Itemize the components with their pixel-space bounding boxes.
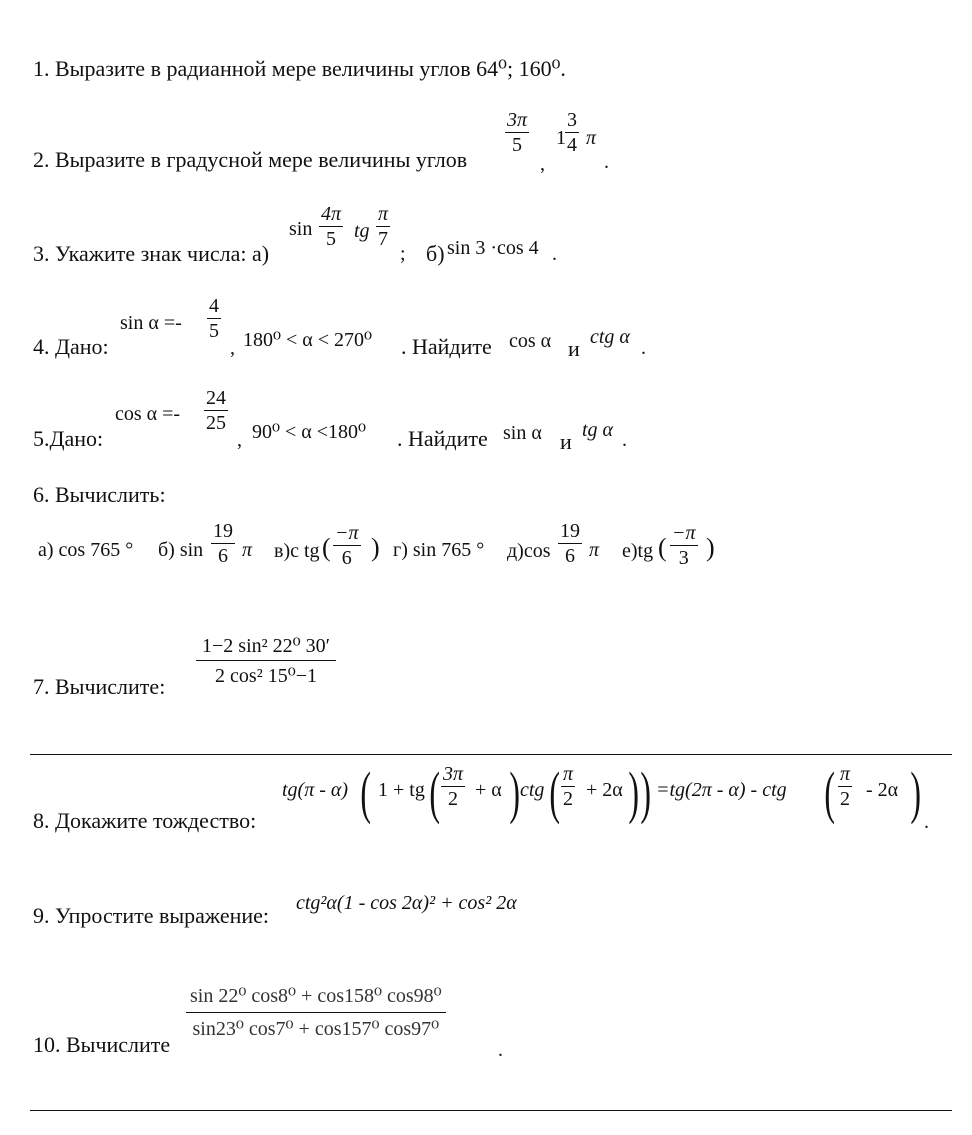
task-8-paren-close-1: ) bbox=[509, 760, 520, 825]
task-3-text: 3. Укажите знак числа: а) bbox=[33, 241, 270, 266]
task-5-fraction: 24 25 bbox=[206, 387, 226, 434]
task-4-comma: , bbox=[230, 337, 235, 359]
task-6-d-fraction: 19 6 bbox=[560, 520, 580, 567]
task-9-label: 9. Упростите выражение: bbox=[33, 903, 270, 928]
task-5-sin: sin α bbox=[503, 422, 542, 444]
task-8-paren-close-2: ) bbox=[628, 760, 639, 825]
task-8-part-2: 1 + tg bbox=[378, 779, 425, 801]
task-2-dot: . bbox=[604, 151, 609, 173]
task-6-v-fraction: −π 6 bbox=[335, 522, 359, 569]
task-8-paren-open-outer: ( bbox=[360, 760, 371, 825]
task-9-expression: ctg²α(1 - cos 2α)² + cos² 2α bbox=[296, 892, 517, 914]
task-4-cos: cos α bbox=[509, 330, 552, 352]
task-8-label: 8. Докажите тождество: bbox=[33, 808, 257, 833]
task-7-label: 7. Вычислите: bbox=[33, 674, 166, 699]
task-6-b-pi: π bbox=[242, 539, 253, 561]
task-3-sin: sin bbox=[289, 218, 313, 240]
task-5-find: . Найдите bbox=[397, 426, 488, 451]
task-6-b-fraction: 19 6 bbox=[213, 520, 233, 567]
task-6-title: 6. Вычислить: bbox=[33, 482, 166, 507]
task-3-fraction-2: π 7 bbox=[378, 203, 389, 250]
task-6-d-label: д)cos bbox=[507, 540, 551, 562]
task-8-paren-open-2: ( bbox=[549, 760, 560, 825]
task-3-b-label: б) bbox=[426, 241, 445, 266]
task-6-e-rparen: ) bbox=[706, 533, 715, 562]
task-3-fraction-1: 4π 5 bbox=[321, 203, 342, 250]
task-1-angles: 64⁰; 160⁰. bbox=[476, 56, 566, 81]
task-8-paren-close-outer: ) bbox=[640, 760, 651, 825]
task-8-part-4: ctg bbox=[520, 779, 545, 801]
divider-top bbox=[30, 754, 952, 755]
task-8-part-6: =tg(2π - α) - ctg bbox=[656, 779, 787, 801]
task-2-fraction-2: 3 4 bbox=[567, 109, 577, 156]
task-4-lhs: sin α =- bbox=[120, 312, 182, 334]
task-5-tg: tg α bbox=[582, 419, 614, 441]
task-4-label: 4. Дано: bbox=[33, 334, 109, 359]
task-4-fraction: 4 5 bbox=[209, 295, 219, 342]
task-8-paren-open-3: ( bbox=[824, 760, 835, 825]
task-8-part-7: - 2α bbox=[866, 779, 899, 801]
task-3-dot: . bbox=[552, 243, 557, 265]
task-4-range: 180⁰ < α < 270⁰ bbox=[243, 329, 373, 351]
task-5-range: 90⁰ < α <180⁰ bbox=[252, 421, 367, 443]
task-8-fraction-2: π 2 bbox=[563, 763, 574, 810]
task-8-part-1: tg(π - α) bbox=[282, 779, 349, 801]
task-6-v-label: в)c tg bbox=[274, 540, 320, 562]
task-1-text: 1. Выразите в радианной мере величины углов bbox=[33, 56, 471, 81]
task-6-a: а) cos 765 ° bbox=[38, 539, 134, 561]
divider-bottom bbox=[30, 1110, 952, 1111]
task-1 bbox=[33, 58, 566, 80]
task-8-dot: . bbox=[924, 811, 929, 833]
task-6-g: г) sin 765 ° bbox=[393, 539, 485, 561]
task-4-find: . Найдите bbox=[401, 334, 492, 359]
task-2-whole: 1 bbox=[556, 127, 566, 149]
task-8-paren-close-3: ) bbox=[910, 760, 921, 825]
task-8-paren-open-1: ( bbox=[429, 760, 440, 825]
task-10-dot: . bbox=[498, 1039, 503, 1061]
task-10-fraction: sin 22⁰ cos8⁰ + cos158⁰ cos98⁰ sin23⁰ cos7⁰ + cos157⁰ cos97⁰ bbox=[186, 986, 446, 1039]
task-5-lhs: cos α =- bbox=[115, 403, 181, 425]
task-5-label: 5.Дано: bbox=[33, 426, 104, 451]
task-4-dot: . bbox=[641, 337, 646, 359]
task-6-e-label: е)tg bbox=[622, 540, 654, 562]
task-3-tg: tg bbox=[354, 220, 370, 242]
task-8-fraction-3: π 2 bbox=[840, 763, 851, 810]
task-6-e-lparen: ( bbox=[658, 533, 667, 562]
task-5-comma: , bbox=[237, 429, 242, 451]
task-4-and: и bbox=[568, 336, 580, 361]
task-2-fraction-1: 3π 5 bbox=[507, 109, 528, 156]
task-3-separator: ; bbox=[400, 243, 406, 265]
task-6-v-rparen: ) bbox=[371, 533, 380, 562]
task-8-part-5: + 2α bbox=[586, 779, 623, 801]
task-8-part-3: + α bbox=[475, 779, 502, 801]
task-2-comma: , bbox=[540, 153, 545, 175]
task-5-dot: . bbox=[622, 429, 627, 451]
task-6-b-label: б) sin bbox=[158, 539, 204, 561]
task-8-fraction-1: 3π 2 bbox=[443, 763, 464, 810]
task-6-d-pi: π bbox=[589, 539, 600, 561]
task-10-label: 10. Вычислите bbox=[33, 1032, 171, 1057]
task-2-text: 2. Выразите в градусной мере величины углов bbox=[33, 147, 468, 172]
task-7-fraction: 1−2 sin² 22⁰ 30′ 2 cos² 15⁰−1 bbox=[196, 636, 336, 686]
task-5-and: и bbox=[560, 429, 572, 454]
task-6-v-lparen: ( bbox=[322, 533, 331, 562]
task-4-ctg: ctg α bbox=[590, 326, 630, 348]
task-2-pi: π bbox=[586, 127, 597, 149]
task-3-b-expression: sin 3 ·cos 4 bbox=[447, 237, 539, 259]
task-6-e-fraction: −π 3 bbox=[672, 522, 696, 569]
